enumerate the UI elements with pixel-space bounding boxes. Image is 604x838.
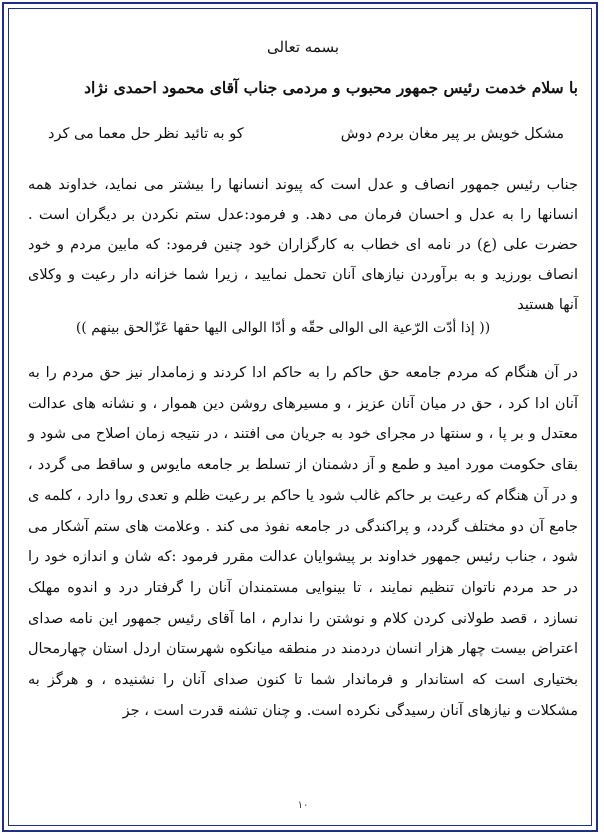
salutation-line: با سلام خدمت رئیس جمهور محبوب و مردمی جناب آقای محمود احمدی نژاد [84,78,578,97]
page-number: ۱۰ [297,800,309,811]
letter-heading: بسمه تعالی [266,38,340,56]
verse-first-hemistich: مشکل خویش بر پیر مغان بردم دوش [340,126,564,142]
paragraph-2: در آن هنگام که مردم جامعه حق حاکم را به حاکم ادا کردند و زمامدار نیز حق مردم را به آنان ادا کرد ، حق در میان آنان عزیز ، و مسیرهای روشن دین هموار ، و نشانه های عدالت معتدل و بر پا ، و سنتها در مجرای خود به جریان می افتند ، در نتیجه زمان اصلاح می شود و بقای حکومت مورد امید و طمع و آز دشمنان از تسلط بر جامعه مایوس و ساقط می گردد ، و در آن هنگام که رعیت بر حاکم غالب شود یا حاکم بر رعیت ظلم و تعدی روا دارد ، کلمه ی جامع آن دو مختلف گردد، و پراکندگی در جامعه نفوذ می کند . وعلامت های ستم آشکار می شود ، جناب رئیس جمهور خداوند بر پیشوایان عدالت مقرر فرمود :که شان و اندازه خود را در حد مردم ناتوان تنظیم نمایند ، تا بینوایی مستمندان آنان را گرفتار درد و اندوه مهلک نسازد ، قصد طولانی کردن کلام و نوشتن را ندارم ، اما آقای رئیس جمهور این نامه صدای اعتراض بیست چهار هزار انسان دردمند در منطقه میانکوه شهرستان اردل استان چهارمحال بختیاری است که استاندار و فرماندار شما تا کنون صدای آنان را نشنیده ، و هرگز به مشکلات و نیازهای آنان رسیدگی نکرده است. و چنان تشنه قدرت است ، جز [28,365,578,719]
poem-verse [48,126,564,142]
paragraph-1: جناب رئیس جمهور انصاف و عدل است که پیوند انسانها را بیشتر می نماید، خداوند همه انسانها را به عدل و احسان فرمان می دهد. و فرمود:عدل ستم نکردن بر دیگران است . حضرت علی (ع) در نامه ای خطاب به کارگزاران خود چنین فرمود: که مابین مردم و خود انصاف بورزید و به برآوردن نیازهای آنان تحمل نمایید ، زیرا شما خزانه دار رعیت و وکلای آنها هستید [28,177,578,313]
verse-second-hemistich: کو به تائید نظر حل معما می کرد [48,126,244,142]
letter-body [28,0,578,838]
arabic-quotation: (( إذا أدّت الرّعیة الی الوالی حقّه و أدّا الوالی الیها حقها عَزّالحق بینهم )) [75,320,491,336]
